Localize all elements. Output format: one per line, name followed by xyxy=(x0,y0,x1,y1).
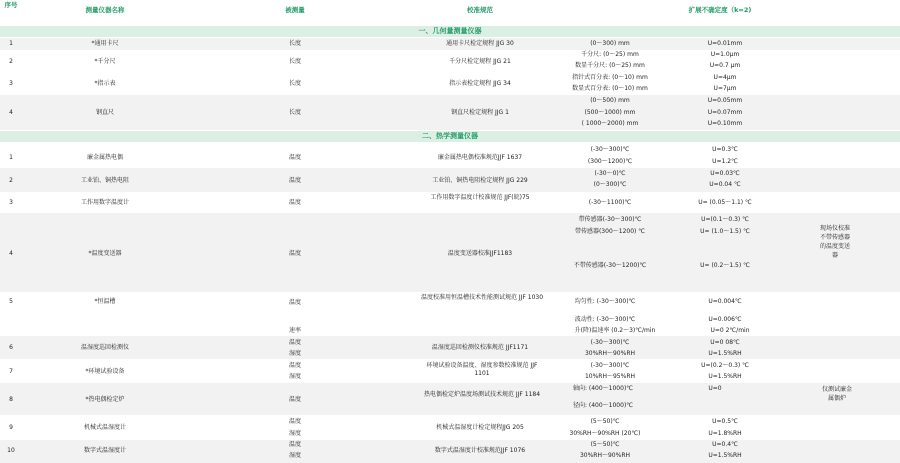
row-measurand: 湿度 xyxy=(288,452,301,459)
row-uncertainty: U=(0.2～0.3) ℃ xyxy=(701,362,749,369)
row-uncertainty: U=1.5%RH xyxy=(708,350,742,357)
row-uncertainty: U=0.004℃ xyxy=(708,298,742,305)
row-range: (-30～300)℃ xyxy=(590,362,630,369)
row-range: (5～50)℃ xyxy=(590,418,620,425)
row-standard: 通用卡尺检定规程 JJG 30 xyxy=(446,40,514,47)
row-measurand: 湿度 xyxy=(288,350,301,357)
row-name: 工业铂、铜热电阻 xyxy=(80,177,129,184)
row-range: (-30～1100)℃ xyxy=(588,199,632,206)
row-uncertainty: U=1.5%RH xyxy=(708,452,742,459)
row-measurand: 温度 xyxy=(288,154,301,161)
row-range: (5～50)℃ xyxy=(590,441,620,448)
row-uncertainty: U=4μm xyxy=(713,74,737,81)
row-range: (0～500) mm xyxy=(590,97,630,104)
row-measurand: 温度 xyxy=(288,362,301,369)
row-uncertainty: U= (1.0～1.5) ℃ xyxy=(700,228,750,235)
row-uncertainty: U=0.05mm xyxy=(707,97,743,104)
row-range: 不带传感器(-30～1200)℃ xyxy=(573,262,647,269)
row-range: 带传感器(300～1200) ℃ xyxy=(574,228,646,235)
row-uncertainty: U=0.04 ℃ xyxy=(709,181,741,188)
row-measurand: 温度 xyxy=(288,299,301,306)
row-uncertainty: U=(0.1～0.3) ℃ xyxy=(701,216,749,223)
row-measurand: 湿度 xyxy=(288,373,301,380)
row-uncertainty: U=1.0μm xyxy=(710,51,740,58)
row-uncertainty: U=0.7 μm xyxy=(709,62,741,69)
row-no: 4 xyxy=(9,109,13,116)
row-standard: 热电偶检定炉温度场测试技术规范 JJF 1184 xyxy=(423,391,541,398)
section-thermal: 二、热学测量仪器 xyxy=(0,131,900,142)
row-range: 轴向: (400～1000)℃ xyxy=(572,385,634,392)
row-name: 钢直尺 xyxy=(95,109,114,116)
row-name: 数字式温湿度计 xyxy=(83,447,126,454)
row-measurand: 长度 xyxy=(288,58,301,65)
row-measurand: 速率 xyxy=(288,327,301,334)
row-name: *指示表 xyxy=(94,80,116,87)
row-measurand: 长度 xyxy=(288,109,301,116)
row-range: 30%RH～90%RH xyxy=(584,350,636,357)
row-uncertainty: U=0.5℃ xyxy=(712,418,738,425)
row-uncertainty: U=1.8%RH xyxy=(708,430,742,437)
row-uncertainty: U=0 xyxy=(708,385,722,392)
row-range: (-30～300)℃ xyxy=(590,339,630,346)
row-standard: 机械式温湿度计检定规程JJG 205 xyxy=(436,424,524,431)
row-no: 3 xyxy=(9,80,13,87)
row-name: *通用卡尺 xyxy=(91,40,119,47)
row-name: *热电偶检定炉 xyxy=(85,396,125,403)
row-no: 3 xyxy=(9,199,13,206)
header-instrument: 测量仪器名称 xyxy=(85,6,125,14)
row-uncertainty: U=0.01mm xyxy=(707,40,743,47)
row-no: 10 xyxy=(7,447,15,454)
row-range: 带传感器(-30～300)℃ xyxy=(578,216,642,223)
row-measurand: 温度 xyxy=(288,418,301,425)
row-range: (0～300)℃ xyxy=(593,181,627,188)
row-measurand: 湿度 xyxy=(288,430,301,437)
row-range: 数显式百分表: (0～10) mm xyxy=(572,85,648,92)
row-uncertainty: U=0.10mm xyxy=(707,120,743,127)
row-standard: 温湿度巡回检测仪校准规范 JJF1171 xyxy=(431,344,529,351)
row-no: 2 xyxy=(9,58,13,65)
row-uncertainty: U=7μm xyxy=(713,85,737,92)
row-name: *温度变送器 xyxy=(88,250,122,257)
row-measurand: 温度 xyxy=(288,396,301,403)
row-standard: 指示表检定规程 JJG 34 xyxy=(449,80,511,87)
header-measurand: 被测量 xyxy=(285,6,305,14)
row-range: 均匀性: (-30～300)℃ xyxy=(574,298,636,305)
row-measurand: 温度 xyxy=(288,199,301,206)
row-measurand: 长度 xyxy=(288,80,301,87)
row-no: 2 xyxy=(9,177,13,184)
row-standard: 环境试验设备温度、湿度参数校准规范 JJF 1101 xyxy=(426,362,538,377)
row-note: 现场仪校准不带传感器的温度变送器 xyxy=(820,225,851,259)
row-uncertainty: U=1.5%RH xyxy=(708,373,742,380)
row-uncertainty: U=0.03℃ xyxy=(710,170,740,177)
row-no: 1 xyxy=(9,40,13,47)
row-range: 指针式百分表: (0～10) mm xyxy=(572,74,648,81)
row-range: 千分尺: (0～25) mm xyxy=(581,51,639,58)
row-uncertainty: U=1.2℃ xyxy=(712,158,738,165)
row-uncertainty: U=0.07mm xyxy=(707,109,743,116)
row-uncertainty: U=0 2℃/min xyxy=(710,327,750,334)
row-no: 1 xyxy=(9,154,13,161)
row-range: 升(降)温速率 (0.2～3)℃/min xyxy=(574,327,656,334)
row-range: 10%RH～95%RH xyxy=(584,373,636,380)
row-standard: 温度校准用恒温槽技术性能测试规范 JJF 1030 xyxy=(420,294,544,301)
table-header xyxy=(0,0,900,22)
row-range: (0～300) mm xyxy=(590,40,630,47)
row-standard: 工业铂、铜热电阻检定规程 JJG 229 xyxy=(432,177,528,184)
row-no: 4 xyxy=(9,250,13,257)
row-uncertainty: U= (0.2～1.5) ℃ xyxy=(700,262,750,269)
row-standard: 千分尺检定规程 JJG 21 xyxy=(449,58,511,65)
row-range: 波动性: (-30～300)℃ xyxy=(574,316,636,323)
row-name: *环境试验设备 xyxy=(85,368,125,375)
row-standard: 工作用数字温度计校准规范 JJF(皖)75 xyxy=(430,194,530,201)
row-standard: 廉金属热电偶校准规范JJF 1637 xyxy=(437,154,523,161)
row-measurand: 温度 xyxy=(288,250,301,257)
row-measurand: 温度 xyxy=(288,441,301,448)
row-range: (-30～300)℃ xyxy=(590,146,630,153)
row-no: 9 xyxy=(9,424,13,431)
row-range: (-30～0)℃ xyxy=(594,170,626,177)
row-uncertainty: U= (0.05～1.1) ℃ xyxy=(698,199,752,206)
row-name: 工作用数字温度计 xyxy=(80,199,129,206)
row-note: 仅测试廉金属偶炉 xyxy=(822,386,853,402)
row-uncertainty: U=0 08℃ xyxy=(710,339,740,346)
row-measurand: 长度 xyxy=(288,40,301,47)
row-standard: 钢直尺检定规程 JJG 1 xyxy=(451,109,509,116)
row-name: *千分尺 xyxy=(94,58,116,65)
row-measurand: 温度 xyxy=(288,339,301,346)
row-range: (500～1000) mm xyxy=(584,109,636,116)
row-range: 径向: (400～1000)℃ xyxy=(572,402,634,409)
header-standard: 校准规范 xyxy=(467,6,493,14)
row-range: 30%RH～90%RH (20℃) xyxy=(569,430,641,437)
row-range: 数显千分尺: (0～25) mm xyxy=(575,62,645,69)
header-uncertainty: 扩展不确定度（k=2) xyxy=(688,6,752,14)
row-no: 5 xyxy=(9,298,13,305)
row-range: 30%RH～90%RH xyxy=(579,452,631,459)
row-name: 温湿度巡回检测仪 xyxy=(80,344,129,351)
row-no: 6 xyxy=(9,344,13,351)
row-name: 廉金属热电偶 xyxy=(86,154,123,161)
row-uncertainty: U=0.006℃ xyxy=(708,316,742,323)
row-range: (300～1200)℃ xyxy=(587,158,633,165)
section-geometry: 一、几何量测量仪器 xyxy=(0,26,900,37)
row-standard: 数字式温湿度计校准规范JJF 1076 xyxy=(434,447,526,454)
row-name: 机械式温湿度计 xyxy=(83,424,126,431)
header-no: 序号 xyxy=(4,1,18,9)
row-no: 7 xyxy=(9,368,13,375)
row-name: *恒温槽 xyxy=(94,298,116,305)
row-uncertainty: U=0.3℃ xyxy=(712,146,738,153)
row-measurand: 温度 xyxy=(288,177,301,184)
row-no: 8 xyxy=(9,396,13,403)
row-uncertainty: U=0.4℃ xyxy=(712,441,738,448)
row-range: ( 1000～2000) mm xyxy=(581,120,639,127)
row-standard: 温度变送器校准JJF1183 xyxy=(447,250,513,257)
